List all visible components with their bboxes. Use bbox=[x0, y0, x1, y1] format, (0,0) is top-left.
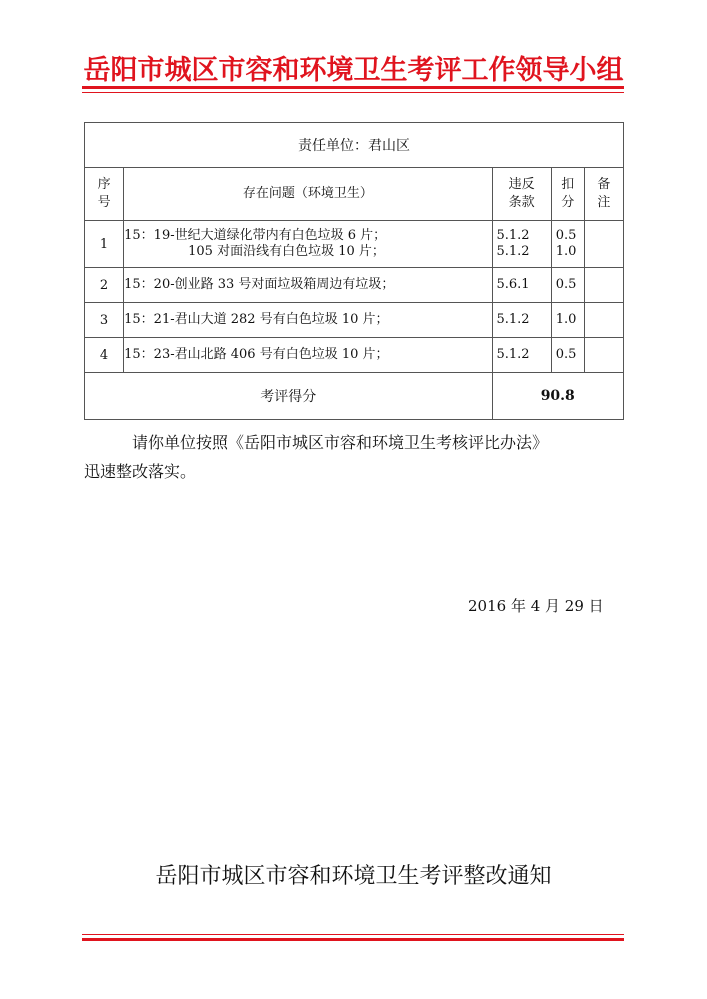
row-no: 1 bbox=[85, 221, 124, 268]
row-note bbox=[584, 221, 623, 268]
table-header-row bbox=[85, 168, 624, 221]
col-header-clause: 违反 条款 bbox=[492, 168, 551, 221]
col-header-note: 备 注 bbox=[584, 168, 623, 221]
row-issue: 15：19-世纪大道绿化带内有白色垃圾 6 片； 105 对面沿线有白色垃圾 10 片； bbox=[124, 221, 492, 268]
header-rule-thick bbox=[82, 86, 624, 89]
header-rule-thin bbox=[82, 92, 624, 93]
row-issue: 15：21-君山大道 282 号有白色垃圾 10 片； bbox=[124, 303, 492, 338]
total-label: 考评得分 bbox=[85, 373, 493, 420]
total-score: 90.8 bbox=[492, 373, 624, 420]
row-deduction: 0.5 bbox=[551, 268, 584, 303]
row-no: 2 bbox=[85, 268, 124, 303]
row-deduction: 0.5 1.0 bbox=[551, 221, 584, 268]
col-header-deduction: 扣 分 bbox=[551, 168, 584, 221]
col-header-no: 序 号 bbox=[85, 168, 124, 221]
row-clause: 5.6.1 bbox=[492, 268, 551, 303]
table-row bbox=[85, 338, 624, 373]
issue-date: 2016 年 4 月 29 日 bbox=[468, 597, 604, 615]
footer-title: 岳阳市城区市容和环境卫生考评整改通知 bbox=[155, 864, 552, 889]
row-note bbox=[584, 268, 623, 303]
row-clause: 5.1.2 bbox=[492, 338, 551, 373]
table-row bbox=[85, 268, 624, 303]
note-line-2: 迅速整改落实。 bbox=[84, 462, 197, 481]
row-deduction: 0.5 bbox=[551, 338, 584, 373]
row-clause: 5.1.2 5.1.2 bbox=[492, 221, 551, 268]
table-row bbox=[85, 221, 624, 268]
rectification-note bbox=[84, 428, 629, 486]
score-table bbox=[84, 122, 624, 420]
note-line-1: 请你单位按照《岳阳市城区市容和环境卫生考核评比办法》 bbox=[132, 433, 549, 452]
responsible-unit: 责任单位：君山区 bbox=[85, 123, 624, 168]
row-deduction: 1.0 bbox=[551, 303, 584, 338]
row-clause: 5.1.2 bbox=[492, 303, 551, 338]
row-issue: 15：20-创业路 33 号对面垃圾箱周边有垃圾； bbox=[124, 268, 492, 303]
footer-rule-thin bbox=[82, 934, 624, 935]
row-no: 3 bbox=[85, 303, 124, 338]
row-issue: 15：23-君山北路 406 号有白色垃圾 10 片； bbox=[124, 338, 492, 373]
row-note bbox=[584, 303, 623, 338]
header-title: 岳阳市城区市容和环境卫生考评工作领导小组 bbox=[83, 55, 624, 86]
footer-rule-thick bbox=[82, 938, 624, 941]
row-no: 4 bbox=[85, 338, 124, 373]
total-row bbox=[85, 373, 624, 420]
table-row bbox=[85, 303, 624, 338]
row-note bbox=[584, 338, 623, 373]
col-header-issue: 存在问题（环境卫生） bbox=[124, 168, 492, 221]
